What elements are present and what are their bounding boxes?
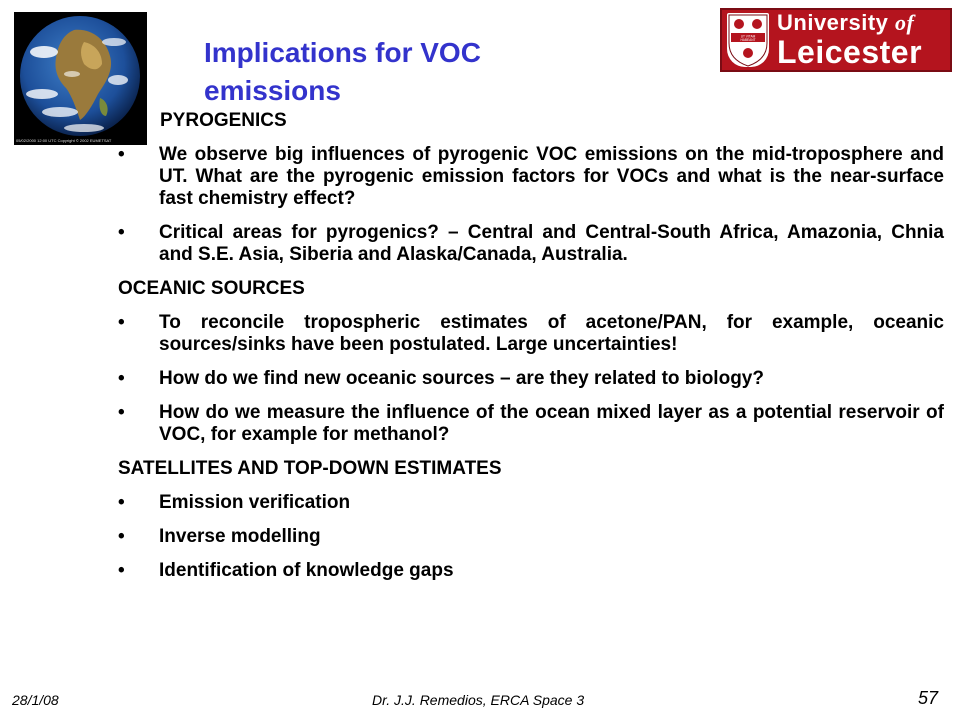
footer-date: 28/1/08	[12, 692, 59, 708]
bullet-item	[118, 222, 944, 266]
bullet-item	[118, 368, 944, 390]
bullet-text: We observe big influences of pyrogenic VOC emissions on the mid-troposphere and UT. What are the pyrogenic emission factors for VOCs and what is the near-surface fast chemistry effect?	[159, 144, 944, 209]
university-logo	[720, 8, 952, 72]
bullet-item	[118, 560, 944, 582]
section-heading-satellites: SATELLITES AND TOP-DOWN ESTIMATES	[118, 458, 502, 479]
bullet-icon: •	[118, 222, 125, 243]
title-line-2: emissions	[204, 75, 341, 106]
bullet-icon: •	[118, 402, 125, 423]
page-number: 57	[918, 688, 939, 708]
bullet-item	[118, 492, 944, 514]
bullet-text: How do we find new oceanic sources – are they related to biology?	[159, 368, 764, 389]
bullet-icon: •	[118, 368, 125, 389]
bullet-text: Emission verification	[159, 492, 351, 513]
logo-word-of: of	[895, 10, 915, 35]
section-heading-oceanic: OCEANIC SOURCES	[118, 278, 305, 299]
bullet-item	[118, 312, 944, 356]
slide-title	[204, 34, 564, 110]
bullet-item	[118, 144, 944, 210]
bullet-item	[118, 402, 944, 446]
bullet-icon: •	[118, 492, 125, 513]
globe-caption: 05/02/2000 12:00 UTC Copyright © 2002 EUMETSAT	[16, 138, 112, 143]
crest-icon	[727, 13, 769, 67]
footer-author: Dr. J.J. Remedios, ERCA Space 3	[372, 692, 585, 708]
logo-motto: UT VITAM	[740, 34, 756, 39]
bullet-text: How do we measure the influence of the ocean mixed layer as a potential reservoir of VOC, for example for methanol?	[159, 402, 944, 445]
logo-word-leicester: Leicester	[777, 34, 923, 70]
bullet-icon: •	[118, 526, 125, 547]
bullet-icon: •	[118, 312, 125, 333]
bullet-text: Identification of knowledge gaps	[159, 560, 454, 581]
bullet-text: Inverse modelling	[159, 526, 321, 547]
bullet-text: Critical areas for pyrogenics? – Central and Central-South Africa, Amazonia, Chnia and S.E. Asia, Siberia and Alaska/Canada, Australia.	[159, 222, 944, 265]
bullet-text: To reconcile tropospheric estimates of acetone/PAN, for example, oceanic sources/sinks have been postulated. Large uncertainties!	[159, 312, 944, 355]
slide-body	[118, 110, 944, 594]
svg-text:HABEANT: HABEANT	[740, 38, 756, 42]
section-heading-pyrogenics: PYROGENICS	[160, 110, 287, 131]
bullet-icon: •	[118, 144, 125, 165]
title-line-1: Implications for VOC	[204, 37, 481, 68]
logo-word-university: University	[777, 10, 889, 35]
bullet-item	[118, 526, 944, 548]
bullet-icon: •	[118, 560, 125, 581]
